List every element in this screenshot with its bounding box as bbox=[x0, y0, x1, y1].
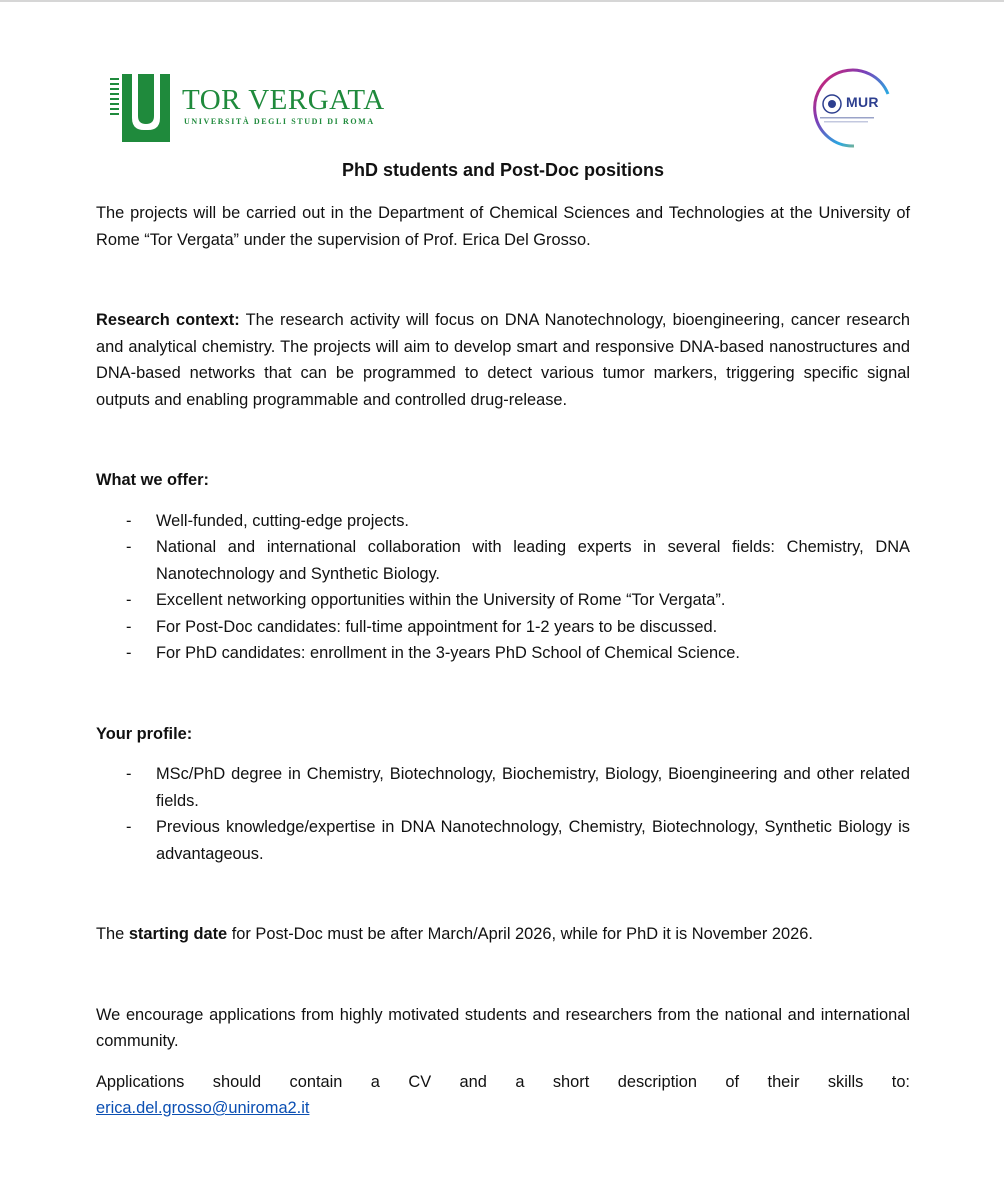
list-item: - MSc/PhD degree in Chemistry, Biotechnology, Biochemistry, Biology, Bioengineering and other related fields. bbox=[126, 765, 910, 810]
research-context-paragraph bbox=[96, 307, 910, 413]
mur-logo bbox=[806, 64, 898, 150]
list-item: - For PhD candidates: enrollment in the 3-years PhD School of Chemical Science. bbox=[126, 644, 740, 662]
research-context-text: The research activity will focus on DNA Nanotechnology, bioengineering, cancer research and analytical chemistry. The projects will aim to develop smart and responsive DNA-based nanostructures and DNA-based networks that can be programmed to detect various tumor markers, triggering specific signal outputs and enabling programmable and controlled drug-release. bbox=[96, 311, 910, 409]
tor-vergata-emblem-icon bbox=[110, 74, 170, 142]
list-item: - Excellent networking opportunities within the University of Rome “Tor Vergata”. bbox=[126, 591, 726, 609]
page-title: PhD students and Post-Doc positions bbox=[341, 160, 664, 180]
profile-list bbox=[96, 761, 910, 867]
list-item: - Previous knowledge/expertise in DNA Nanotechnology, Chemistry, Biotechnology, Synthetic Biology is advantageous. bbox=[126, 818, 910, 863]
intro-paragraph: The projects will be carried out in the Department of Chemical Sciences and Technologies at the University of Rome “Tor Vergata” under the supervision of Prof. Erica Del Grosso. bbox=[96, 204, 910, 249]
list-item: - For Post-Doc candidates: full-time appointment for 1-2 years to be discussed. bbox=[126, 617, 718, 636]
announcement-body bbox=[96, 156, 910, 1122]
university-subtitle: UNIVERSITÀ DEGLI STUDI DI ROMA bbox=[184, 117, 375, 126]
applications-paragraph: Applications should contain a CV and a short description of their skills to: bbox=[96, 1072, 910, 1091]
university-name: TOR VERGATA bbox=[182, 84, 385, 116]
email-line bbox=[96, 1095, 910, 1122]
starting-date-label: starting date bbox=[128, 925, 228, 943]
encourage-paragraph: We encourage applications from highly motivated students and researchers from the national and international community. bbox=[96, 1005, 910, 1050]
list-item: - Well-funded, cutting-edge projects. bbox=[126, 511, 409, 530]
profile-heading: Your profile: bbox=[96, 724, 193, 743]
research-context-label: Research context: bbox=[96, 311, 240, 329]
tor-vergata-logo bbox=[110, 74, 410, 144]
offer-list bbox=[96, 508, 910, 667]
page-top-border bbox=[0, 0, 1004, 2]
email-link[interactable]: erica.del.grosso@uniroma2.it bbox=[96, 1099, 310, 1117]
offer-heading: What we offer: bbox=[96, 471, 209, 489]
list-item: - National and international collaboration with leading experts in several fields: Chemistry, DNA Nanotechnology and Synthetic Biology. bbox=[126, 538, 910, 583]
starting-date-paragraph: The starting date for Post-Doc must be after March/April 2026, while for PhD it is November 2026. bbox=[96, 925, 813, 943]
mur-abbrev: MUR bbox=[846, 94, 879, 110]
